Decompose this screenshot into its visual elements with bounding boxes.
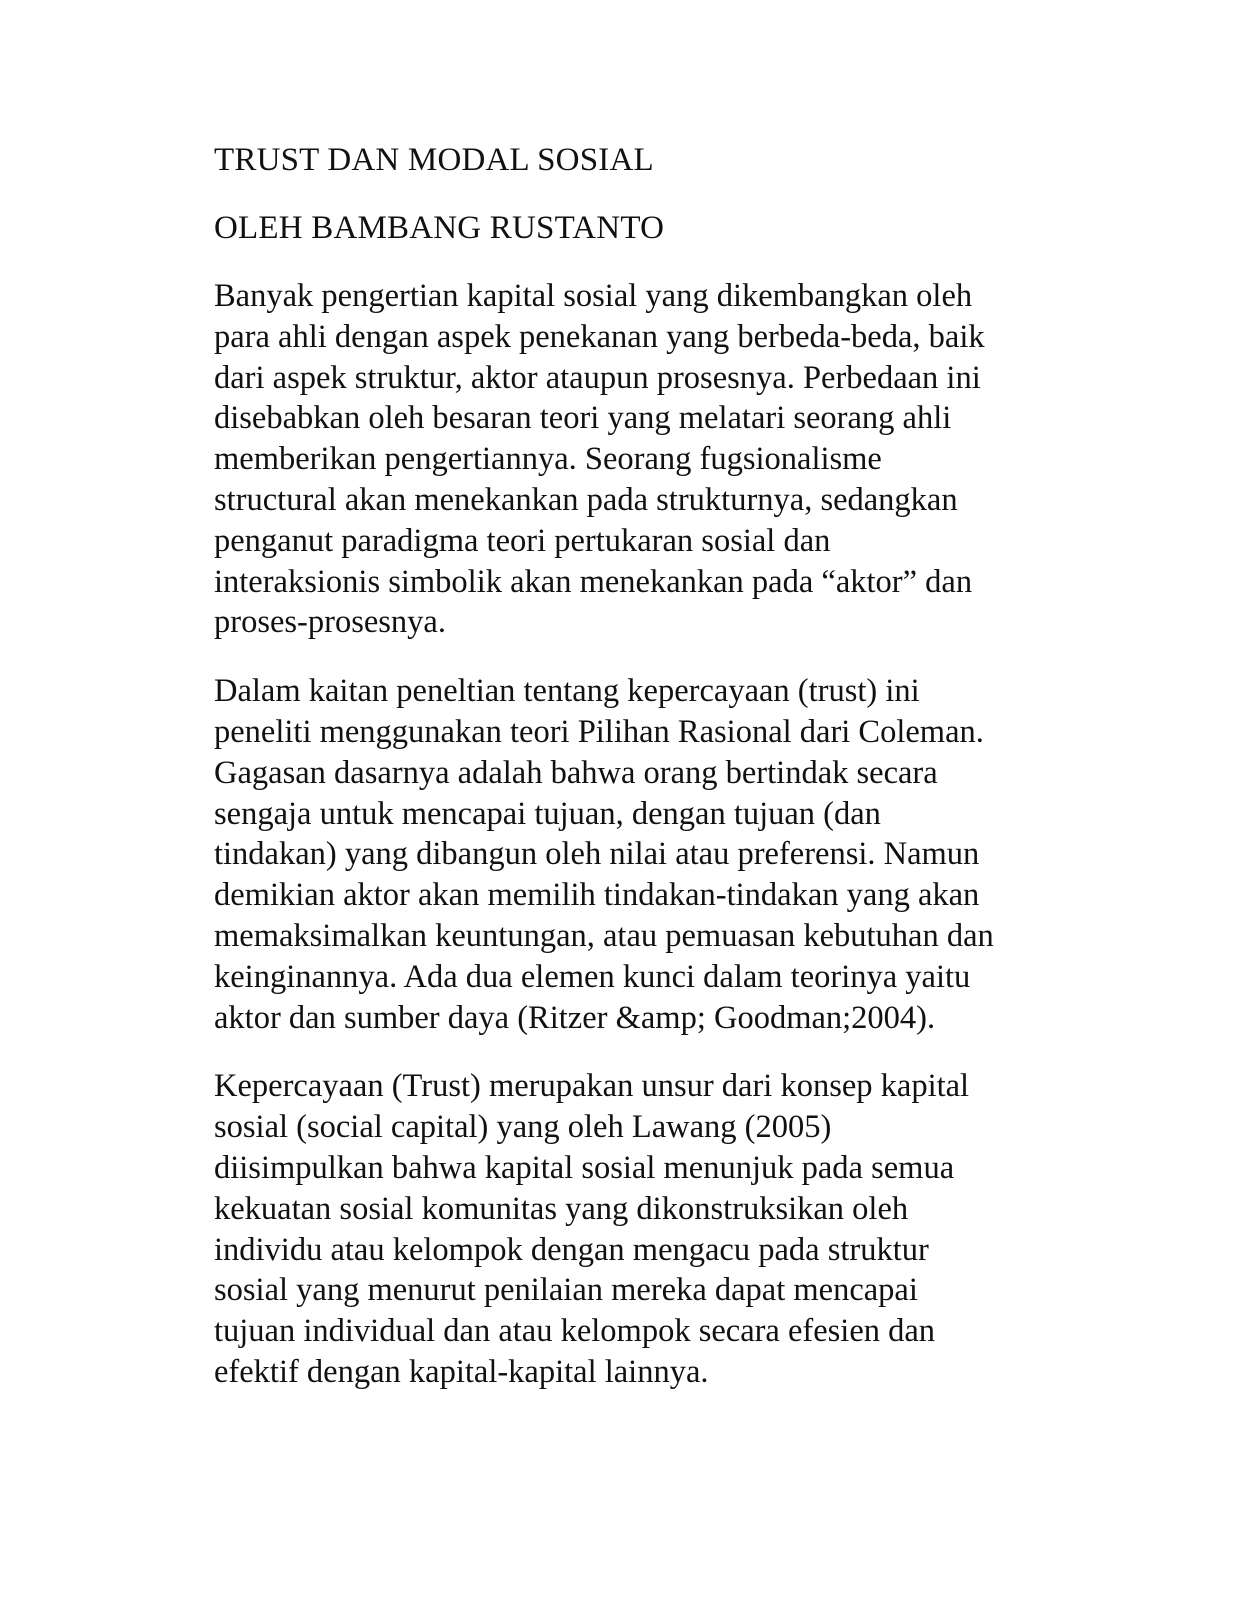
paragraph-line: Dalam kaitan peneltian tentang kepercayaan (trust) ini	[214, 673, 920, 710]
paragraph-line: tujuan individual dan atau kelompok secara efesien dan	[214, 1313, 936, 1350]
document-title: TRUST DAN MODAL SOSIAL	[214, 142, 654, 178]
paragraph-line: diisimpulkan bahwa kapital sosial menunjuk pada semua	[214, 1149, 955, 1186]
paragraph-line: individu atau kelompok dengan mengacu pada struktur	[214, 1231, 929, 1268]
paragraph-line: Banyak pengertian kapital sosial yang dikembangkan oleh	[214, 278, 973, 314]
paragraph-line: structural akan menekankan pada strukturnya, sedangkan	[214, 481, 958, 518]
paragraph-line: Gagasan dasarnya adalah bahwa orang bertindak secara	[214, 754, 938, 791]
paragraph-2	[214, 671, 1084, 1038]
paragraph-line: efektif dengan kapital-kapital lainnya.	[214, 1353, 709, 1390]
paragraph-line: memberikan pengertiannya. Seorang fugsionalisme	[214, 441, 882, 478]
paragraph-line: sengaja untuk mencapai tujuan, dengan tujuan (dan	[214, 795, 881, 832]
paragraph-line: sosial (social capital) yang oleh Lawang (2005)	[214, 1109, 832, 1146]
paragraph-3	[214, 1066, 1084, 1392]
paragraph-line: dari aspek struktur, aktor ataupun prosesnya. Perbedaan ini	[214, 359, 981, 396]
paragraph-line: disebabkan oleh besaran teori yang melatari seorang ahli	[214, 400, 952, 437]
paragraph-line: Kepercayaan (Trust) merupakan unsur dari konsep kapital	[214, 1068, 970, 1105]
document-author: OLEH BAMBANG RUSTANTO	[214, 210, 665, 246]
paragraph-line: peneliti menggunakan teori Pilihan Rasional dari Coleman.	[214, 713, 984, 750]
paragraph-1	[214, 276, 1084, 643]
paragraph-line: keinginannya. Ada dua elemen kunci dalam teorinya yaitu	[214, 958, 971, 995]
paragraph-line: memaksimalkan keuntungan, atau pemuasan kebutuhan dan	[214, 917, 994, 954]
paragraph-line: interaksionis simbolik akan menekankan pada “aktor” dan	[214, 563, 973, 600]
paragraph-line: para ahli dengan aspek penekanan yang berbeda-beda, baik	[214, 318, 985, 355]
paragraph-line: proses-prosesnya.	[214, 604, 446, 641]
document-body	[214, 140, 1084, 1421]
paragraph-line: penganut paradigma teori pertukaran sosial dan	[214, 522, 831, 559]
paragraph-line: demikian aktor akan memilih tindakan-tindakan yang akan	[214, 877, 980, 914]
paragraph-line: kekuatan sosial komunitas yang dikonstruksikan oleh	[214, 1190, 909, 1227]
paragraph-line: tindakan) yang dibangun oleh nilai atau preferensi. Namun	[214, 836, 980, 873]
paragraph-line: sosial yang menurut penilaian mereka dapat mencapai	[214, 1272, 918, 1309]
paragraph-line: aktor dan sumber daya (Ritzer &amp; Goodman;2004).	[214, 999, 936, 1036]
